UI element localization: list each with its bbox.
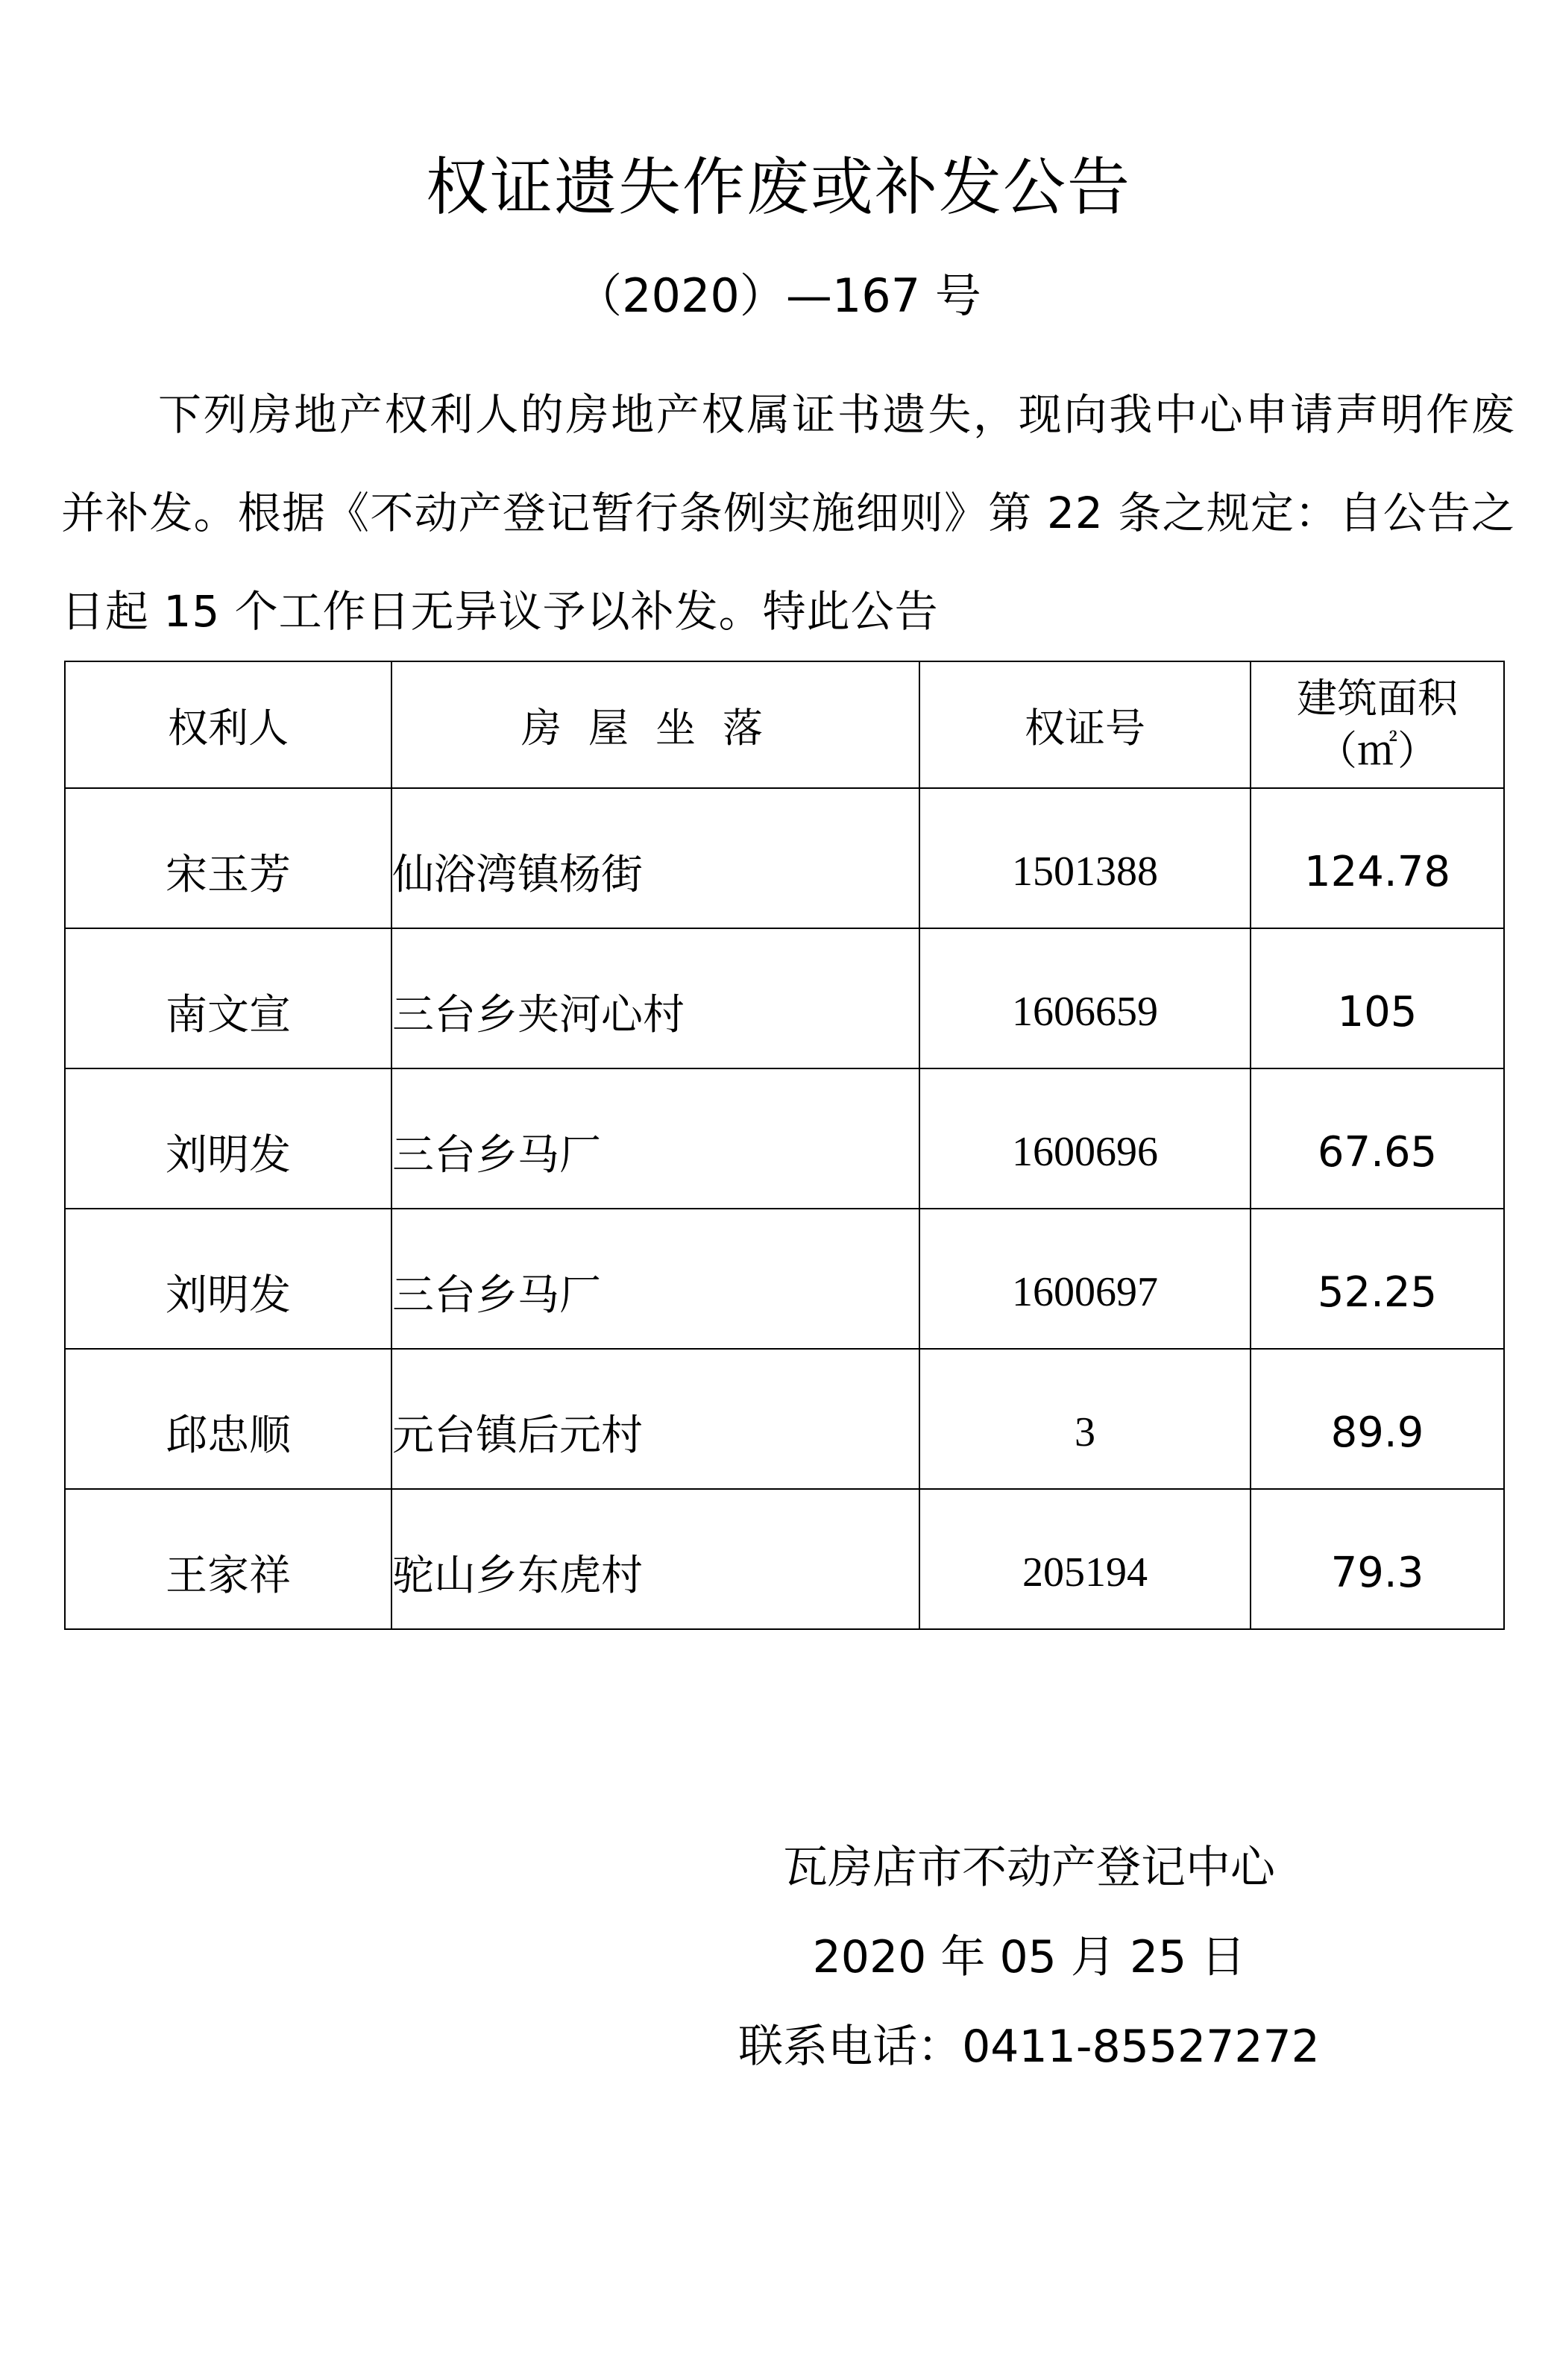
contact-phone: 联系电话：0411-85527272 (738, 2021, 1320, 2073)
cell-location: 三台乡马厂 (391, 1209, 919, 1349)
cell-owner: 刘明发 (65, 1068, 391, 1209)
cell-location: 仙浴湾镇杨街 (391, 788, 919, 928)
cell-owner: 邱忠顺 (65, 1349, 391, 1489)
cell-area: 67.65 (1251, 1068, 1504, 1209)
cell-area: 79.3 (1251, 1489, 1504, 1629)
lost-certificate-table (64, 661, 1505, 1630)
issue-date: 2020 年 05 月 25 日 (812, 1931, 1246, 1983)
cell-owner: 南文宣 (65, 928, 391, 1068)
cell-location: 元台镇后元村 (391, 1349, 919, 1489)
table-row (65, 1489, 1504, 1629)
header-area-unit: （㎡） (1317, 727, 1438, 774)
header-area (1251, 661, 1504, 788)
cell-owner: 王家祥 (65, 1489, 391, 1629)
cell-cert: 1600696 (919, 1068, 1251, 1209)
notice-title: 权证遗失作废或补发公告 (425, 151, 1131, 224)
cell-owner: 宋玉芳 (65, 788, 391, 928)
notice-number: （2020）—167 号 (576, 268, 981, 323)
table-header-row (65, 661, 1504, 788)
table-row (65, 1209, 1504, 1349)
cell-area: 89.9 (1251, 1349, 1504, 1489)
cell-cert: 1600697 (919, 1209, 1251, 1349)
cell-area: 124.78 (1251, 788, 1504, 928)
cell-location: 驼山乡东虎村 (391, 1489, 919, 1629)
cell-cert: 1501388 (919, 788, 1251, 928)
issuing-organization: 瓦房店市不动产登记中心 (783, 1842, 1275, 1894)
cell-cert: 3 (919, 1349, 1251, 1489)
cell-cert: 205194 (919, 1489, 1251, 1629)
table-row (65, 1349, 1504, 1489)
header-cert: 权证号 (919, 661, 1251, 788)
cell-area: 105 (1251, 928, 1504, 1068)
cell-location: 三台乡夹河心村 (391, 928, 919, 1068)
cell-location: 三台乡马厂 (391, 1068, 919, 1209)
header-area-label: 建筑面积 (1297, 675, 1458, 722)
table-row (65, 1068, 1504, 1209)
cell-owner: 刘明发 (65, 1209, 391, 1349)
table-row (65, 788, 1504, 928)
cell-cert: 1606659 (919, 928, 1251, 1068)
cell-area: 52.25 (1251, 1209, 1504, 1349)
header-owner: 权利人 (65, 661, 391, 788)
header-location: 房屋坐落 (391, 661, 919, 788)
notice-body: 下列房地产权利人的房地产权属证书遗失，现向我中心申请声明作废并补发。根据《不动产登记暂行条例实施细则》第 22 条之规定：自公告之日起 15 个工作日无异议予以补发。特此公告 (61, 389, 1515, 637)
table-row (65, 928, 1504, 1068)
